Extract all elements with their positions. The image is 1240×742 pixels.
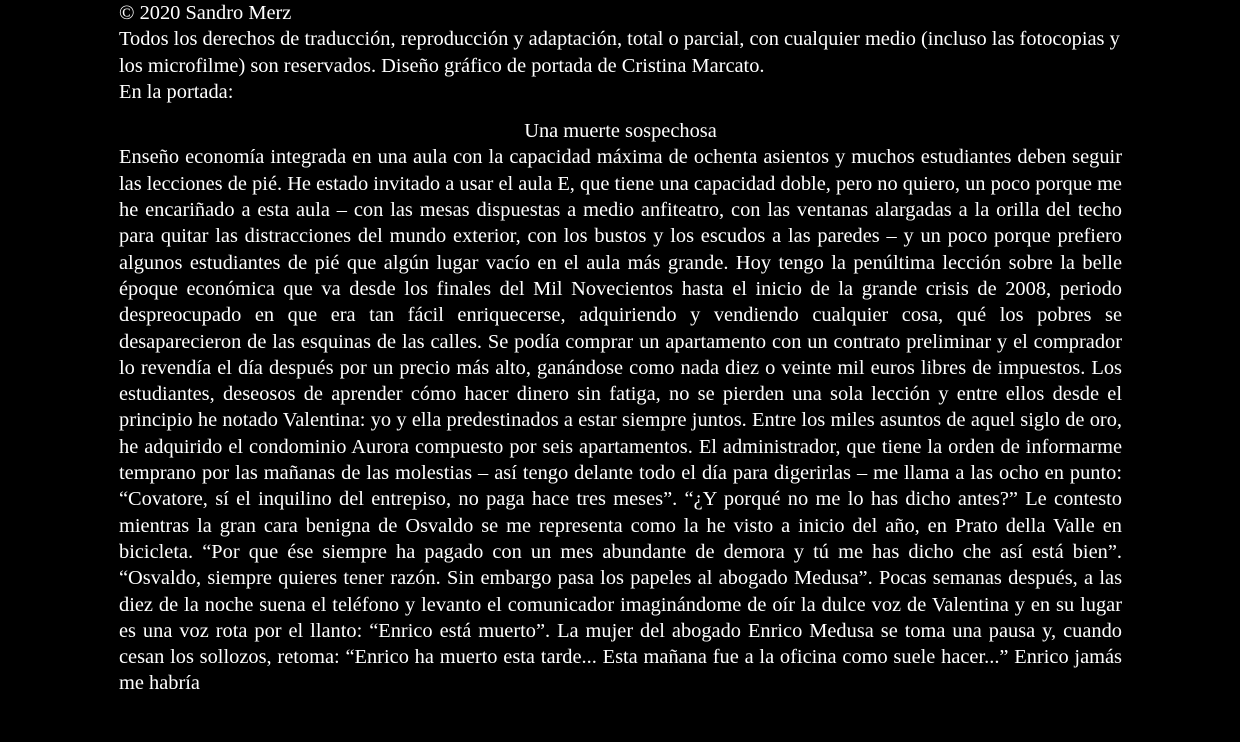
text-block <box>119 0 1122 697</box>
copyright-line: © 2020 Sandro Merz <box>119 2 292 24</box>
story-title: Una muerte sospechosa <box>524 120 717 143</box>
front-matter <box>119 0 1122 105</box>
cover-label: En la portada: <box>119 80 234 103</box>
rights-notice: Todos los derechos de traducción, reproducción y adaptación, total o parcial, con cualquier medio (incluso las fotocopias y los microfilme) son reservados. Diseño gráfico de portada de Cristina Marcato. <box>119 28 1120 77</box>
story-body: Enseño economía integrada en una aula con la capacidad máxima de ochenta asientos y muchos estudiantes deben seguir las lecciones de pié. He estado invitado a usar el aula E, que tiene una capacidad doble, pero no quiero, un poco porque me he encariñado a esta aula – con las mesas dispuestas a medio anfiteatro, con las ventanas alargadas a la orilla del techo para quitar las distracciones del mundo exterior, con los bustos y los escudos a las paredes – y un poco porque prefiero algunos estudiantes de pié que algún lugar vacío en el aula más grande. Hoy tengo la penúltima lección sobre la belle époque económica que va desde los finales del Mil Novecientos hasta el inicio de la grande crisis de 2008, periodo despreocupado en que era tan fácil enriquecerse, adquiriendo y vendiendo cualquier cosa, qué los pobres se desaparecieron de las esquinas de las calles. Se podía comprar un apartamento con un contrato preliminar y el comprador lo revendía el día después por un precio más alto, ganándose como nada diez o veinte mil euros libres de impuestos. Los estudiantes, deseosos de aprender cómo hacer dinero sin fatiga, no se pierden una sola lección y entre ellos desde el principio he notado Valentina: yo y ella predestinados a estar siempre juntos. Entre los miles asuntos de aquel siglo de oro, he adquirido el condominio Aurora compuesto por seis apartamentos. El administrador, que tiene la orden de informarme temprano por las mañanas de las molestias – así tengo delante todo el día para digerirlas – me llama a las ocho en punto: “Covatore, sí el inquilino del entrepiso, no paga hace tres meses”. “¿Y porqué no me lo has dicho antes?” Le contesto mientras la gran cara benigna de Osvaldo se me representa como la he visto a inicio del año, en Prato della Valle en bicicleta. “Por que ése siempre ha pagado con un mes abundante de demora y tú me has dicho che así está bien”. “Osvaldo, siempre quieres tener razón. Sin embargo pasa los papeles al abogado Medusa”. Pocas semanas después, a las diez de la noche suena el teléfono y levanto el comunicador imaginándome de oír la dulce voz de Valentina y en su lugar es una voz rota por el llanto: “Enrico está muerto”. La mujer del abogado Enrico Medusa se toma una pausa y, cuando cesan los sollozos, retoma: “Enrico ha muerto esta tarde... Esta mañana fue a la oficina como suele hacer...” Enrico jamás me habría <box>119 146 1122 695</box>
